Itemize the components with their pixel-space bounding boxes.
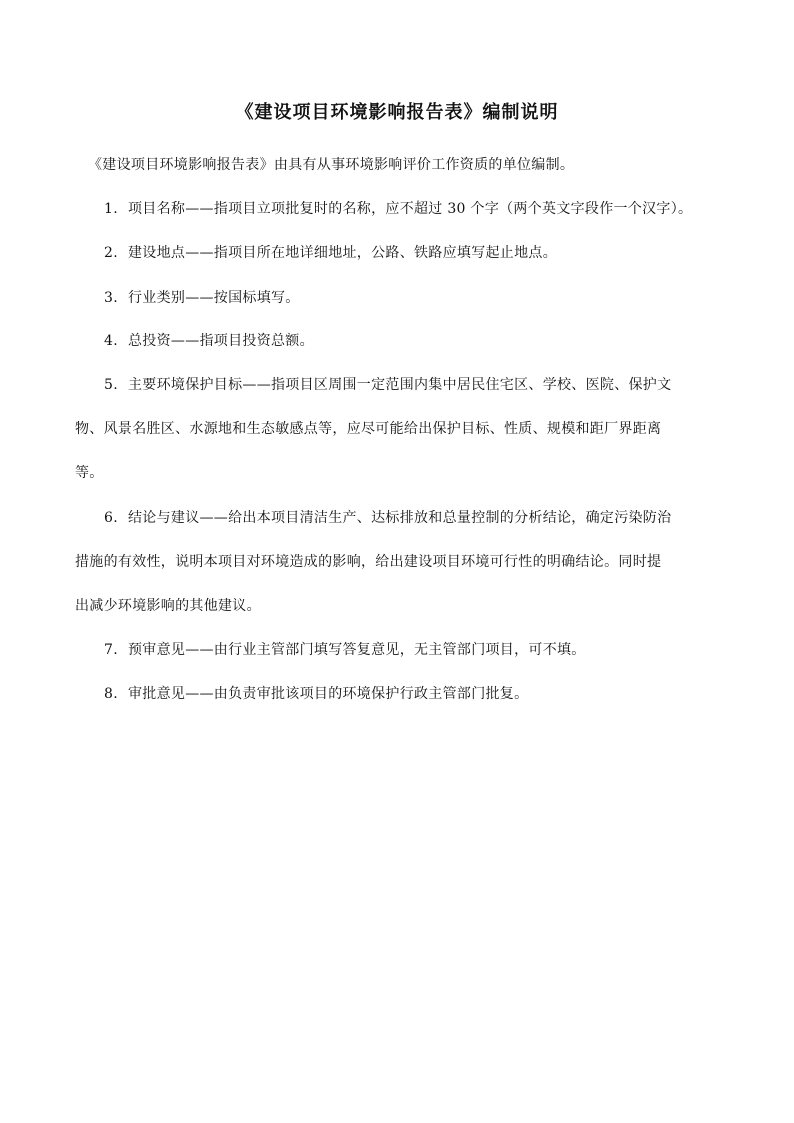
list-item-6-continuation-1: 措施的有效性，说明本项目对环境造成的影响，给出建设项目环境可行性的明确结论。同时提 — [75, 554, 662, 570]
list-item-4 — [104, 331, 314, 351]
item-number: 7. — [104, 642, 118, 658]
item-text: 项目名称——指项目立项批复时的名称，应不超过 30 个字（两个英文字段作一个汉字）。 — [128, 201, 693, 217]
item-number: 3. — [104, 290, 118, 306]
list-item-7 — [104, 640, 586, 660]
list-item-8 — [104, 684, 528, 704]
list-item-1 — [104, 199, 692, 219]
list-item-5 — [104, 375, 671, 395]
item-number: 5. — [104, 377, 118, 393]
list-item-5-continuation-1: 物、风景名胜区、水源地和生态敏感点等，应尽可能给出保护目标、性质、规模和距厂界距离 — [75, 421, 662, 437]
item-text: 行业类别——按国标填写。 — [128, 290, 300, 306]
item-text: 主要环境保护目标——指项目区周围一定范围内集中居民住宅区、学校、医院、保护文 — [128, 377, 672, 393]
list-item-2 — [104, 243, 557, 263]
item-number: 1. — [104, 201, 118, 217]
list-item-6 — [104, 508, 671, 528]
item-number: 6. — [104, 510, 118, 526]
item-text: 审批意见——由负责审批该项目的环境保护行政主管部门批复。 — [128, 686, 529, 702]
item-text: 建设地点——指项目所在地详细地址，公路、铁路应填写起止地点。 — [128, 245, 557, 261]
item-number: 8. — [104, 686, 118, 702]
item-text: 结论与建议——给出本项目清洁生产、达标排放和总量控制的分析结论，确定污染防治 — [128, 510, 672, 526]
intro-paragraph: 《建设项目环境影响报告表》由具有从事环境影响评价工作资质的单位编制。 — [88, 157, 575, 173]
item-number: 2. — [104, 245, 118, 261]
list-item-5-continuation-2: 等。 — [75, 465, 104, 481]
list-item-3 — [104, 288, 300, 308]
list-item-6-continuation-2: 出减少环境影响的其他建议。 — [75, 598, 261, 614]
item-text: 总投资——指项目投资总额。 — [128, 333, 314, 349]
item-text: 预审意见——由行业主管部门填写答复意见，无主管部门项目，可不填。 — [128, 642, 586, 658]
page-title: 《建设项目环境影响报告表》编制说明 — [235, 102, 559, 123]
item-number: 4. — [104, 333, 118, 349]
